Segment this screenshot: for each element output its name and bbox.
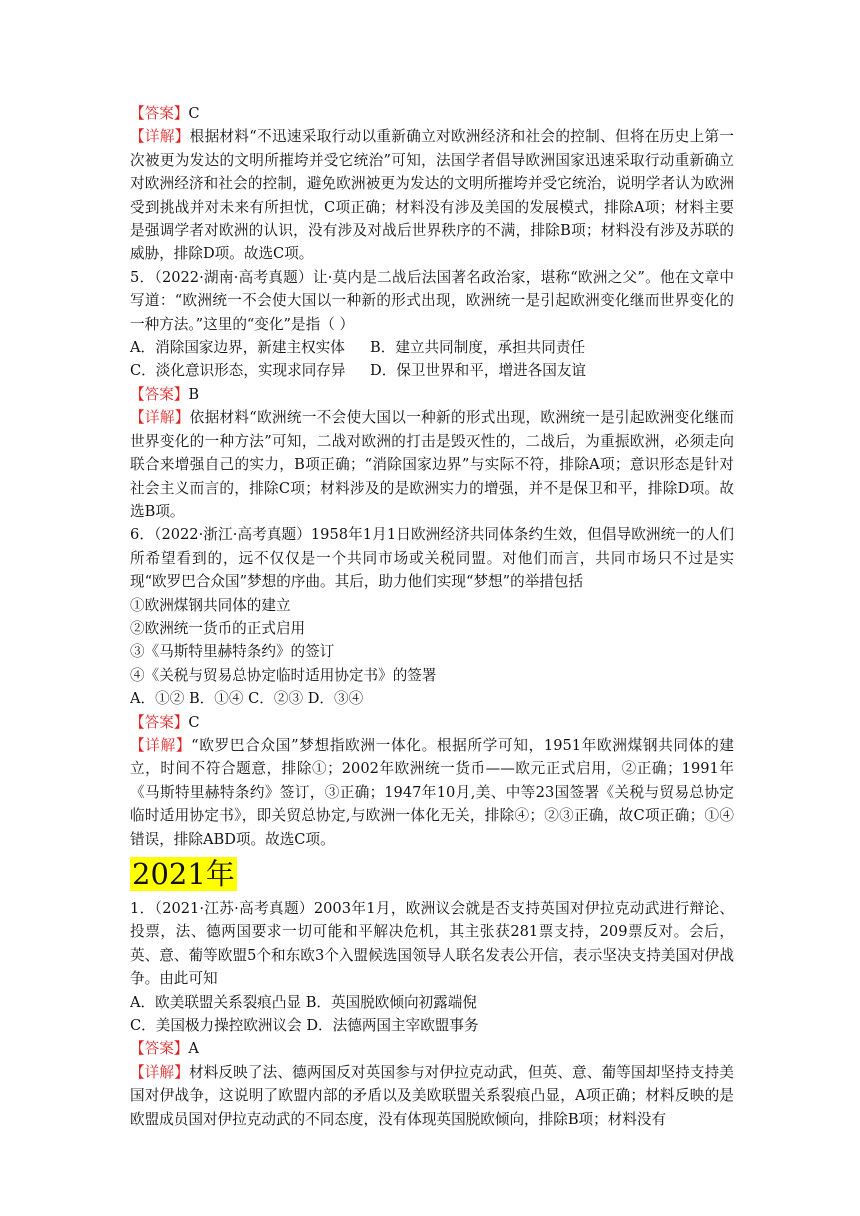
answer-value: C [188, 713, 200, 731]
options-row: A．①② B．①④ C．②③ D．③④ [130, 690, 364, 708]
answer-line [130, 102, 734, 125]
explanation [130, 125, 734, 265]
explanation [130, 406, 734, 523]
question-item: ②欧洲统一货币的正式启用 [130, 619, 306, 637]
explain-tag: 【详解】 [130, 736, 192, 754]
question-item: ③《马斯特里赫特条约》的签订 [130, 643, 335, 661]
option-c: C．淡化意识形态，实现求同存异 [130, 362, 346, 380]
year-heading-row [130, 851, 734, 897]
answer-value: B [188, 385, 200, 403]
option-a: A．消除国家边界，新建主权实体 [130, 339, 345, 357]
options-row [130, 359, 734, 382]
explanation [130, 1061, 734, 1131]
explain-tag: 【详解】 [130, 1063, 189, 1081]
explanation-text: 材料反映了法、德两国反对英国参与对伊拉克动武，但英、意、葡等国却坚持支持美国对伊战争，这说明了欧盟内部的矛盾以及美欧联盟关系裂痕凸显，A项正确；材料反映的是欧盟成员国对伊拉克动武的不同态度，没有体现英国脱欧倾向，排除B项；材料没有 [130, 1063, 734, 1128]
question-item: ④《关税与贸易总协定临时适用协定书》的签署 [130, 666, 437, 684]
options-row: A．欧美联盟关系裂痕凸显 B．英国脱欧倾向初露端倪 [130, 993, 477, 1011]
answer-tag: 【答案】 [130, 105, 189, 122]
option-d: D．保卫世界和平，增进各国友谊 [370, 362, 587, 380]
answer-line [130, 711, 734, 734]
answer-value: C [188, 105, 200, 122]
explain-tag: 【详解】 [130, 409, 190, 427]
option-b: B．建立共同制度，承担共同责任 [370, 339, 586, 357]
answer-line [130, 383, 734, 406]
explanation [130, 734, 734, 851]
answer-tag: 【答案】 [130, 385, 189, 403]
question-stem: 5．（2022·湖南·高考真题）让·莫内是二战后法国著名政治家，堪称“欧洲之父”。他在文章中写道：“欧洲统一不会使大国以一种新的形式出现，欧洲统一是引起欧洲变化继而世界变化的一种方法。”这里的“变化”是指（ ） [130, 268, 734, 333]
question-item: ①欧洲煤钢共同体的建立 [130, 596, 291, 614]
question-stem: 6．（2022·浙江·高考真题）1958年1月1日欧洲经济共同体条约生效，但倡导欧洲统一的人们所希望看到的，远不仅仅是一个共同市场或关税同盟。对他们而言，共同市场只不过是实现“欧罗巴合众国”梦想的序曲。其后，助力他们实现“梦想”的举措包括 [130, 526, 734, 591]
answer-value: A [188, 1040, 199, 1058]
options-row: C．美国极力操控欧洲议会 D．法德两国主宰欧盟事务 [130, 1017, 479, 1035]
answer-line [130, 1037, 734, 1060]
explanation-text: “欧罗巴合众国”梦想指欧洲一体化。根据所学可知，1951年欧洲煤钢共同体的建立，时间不符合题意，排除①；2002年欧洲统一货币——欧元正式启用，②正确；1991年《马斯特里赫特条约》签订，③正确；1947年10月,美、中等23国签署《关税与贸易总协定临时适用协定书》，即关贸总协定,与欧洲一体化无关，排除④；②③正确，故C项正确；①④错误，排除ABD项。故选C项。 [130, 736, 734, 848]
document-body [130, 102, 734, 1131]
explanation-text: 根据材料“不迅速采取行动以重新确立对欧洲经济和社会的控制、但将在历史上第一次被更为发达的文明所摧垮并受它统治”可知，法国学者倡导欧洲国家迅速采取行动重新确立对欧洲经济和社会的控制，避免欧洲被更为发达的文明所摧垮并受它统治，说明学者认为欧洲受到挑战并对未来有所担忧，C项正确；材料没有涉及美国的发展模式，排除A项；材料主要是强调学者对欧洲的认识，没有涉及对战后世界秩序的不满，排除B项；材料没有涉及苏联的威胁，排除D项。故选C项。 [130, 128, 734, 263]
year-heading: 2021年 [132, 857, 235, 891]
answer-tag: 【答案】 [130, 713, 189, 731]
options-row [130, 336, 734, 359]
question-stem: 1．（2021·江苏·高考真题）2003年1月，欧洲议会就是否支持英国对伊拉克动武进行辩论、投票，法、德两国要求一切可能和平解决危机，其主张获281票支持，209票反对。会后，英、意、葡等欧盟5个和东欧3个入盟候选国领导人联名发表公开信，表示坚决支持美国对伊战争。由此可知 [130, 900, 734, 988]
answer-tag: 【答案】 [130, 1040, 189, 1058]
explain-tag: 【详解】 [130, 128, 190, 146]
explanation-text: 依据材料“欧洲统一不会使大国以一种新的形式出现，欧洲统一是引起欧洲变化继而世界变化的一种方法”可知，二战对欧洲的打击是毁灭性的，二战后，为重振欧洲，必须走向联合来增强自己的实力，B项正确；“消除国家边界”与实际不符，排除A项；意识形态是针对社会主义而言的，排除C项；材料涉及的是欧洲实力的增强，并不是保卫和平，排除D项。故选B项。 [130, 409, 734, 520]
